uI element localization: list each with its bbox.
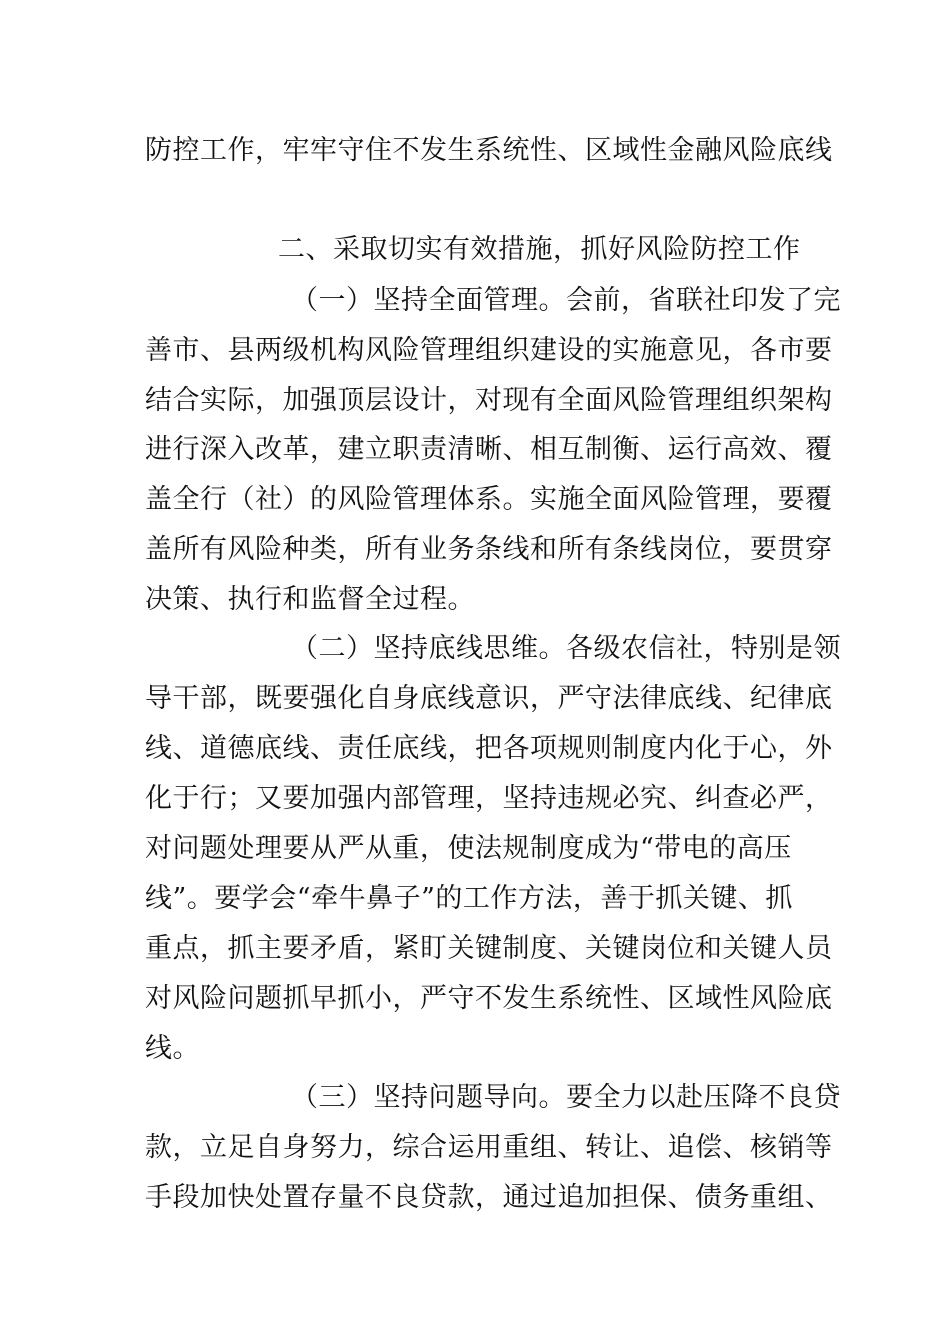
text-line: 对风险问题抓早抓小，严守不发生系统性、区域性风险底 — [145, 983, 833, 1014]
section-heading: 二、采取切实有效措施，抓好风险防控工作 — [278, 234, 801, 265]
text-line: 线。 — [145, 1033, 200, 1064]
text-line: 导干部，既要强化自身底线意识，严守法律底线、纪律底 — [145, 683, 833, 714]
paragraph-3-first-line: （三）坚持问题导向。要全力以赴压降不良贷 — [291, 1082, 841, 1113]
text-line: 善市、县两级机构风险管理组织建设的实施意见，各市要 — [145, 335, 833, 366]
text-line: 盖所有风险种类，所有业务条线和所有条线岗位，要贯穿 — [145, 534, 833, 565]
text-line: 盖全行（社）的风险管理体系。实施全面风险管理，要覆 — [145, 484, 833, 515]
paragraph-2-first-line: （二）坚持底线思维。各级农信社，特别是领 — [291, 633, 841, 664]
text-line: 化于行；又要加强内部管理，坚持违规必究、纠查必严， — [145, 783, 833, 814]
text-line: 线”。要学会“牵牛鼻子”的工作方法，善于抓关键、抓 — [145, 883, 793, 914]
text-line: 对问题处理要从严从重，使法规制度成为“带电的高压 — [145, 833, 792, 864]
paragraph-1-first-line: （一）坚持全面管理。会前，省联社印发了完 — [291, 285, 841, 316]
text-line: 防控工作，牢牢守住不发生系统性、区域性金融风险底线 — [145, 135, 833, 166]
text-line: 结合实际，加强顶层设计，对现有全面风险管理组织架构 — [145, 385, 833, 416]
text-line: 进行深入改革，建立职责清晰、相互制衡、运行高效、覆 — [145, 434, 833, 465]
text-line: 重点，抓主要矛盾，紧盯关键制度、关键岗位和关键人员 — [145, 933, 833, 964]
text-line: 线、道德底线、责任底线，把各项规则制度内化于心，外 — [145, 733, 833, 764]
text-line: 手段加快处置存量不良贷款，通过追加担保、债务重组、 — [145, 1182, 833, 1213]
text-line: 决策、执行和监督全过程。 — [145, 584, 475, 615]
text-line: 款，立足自身努力，综合运用重组、转让、追偿、核销等 — [145, 1132, 833, 1163]
